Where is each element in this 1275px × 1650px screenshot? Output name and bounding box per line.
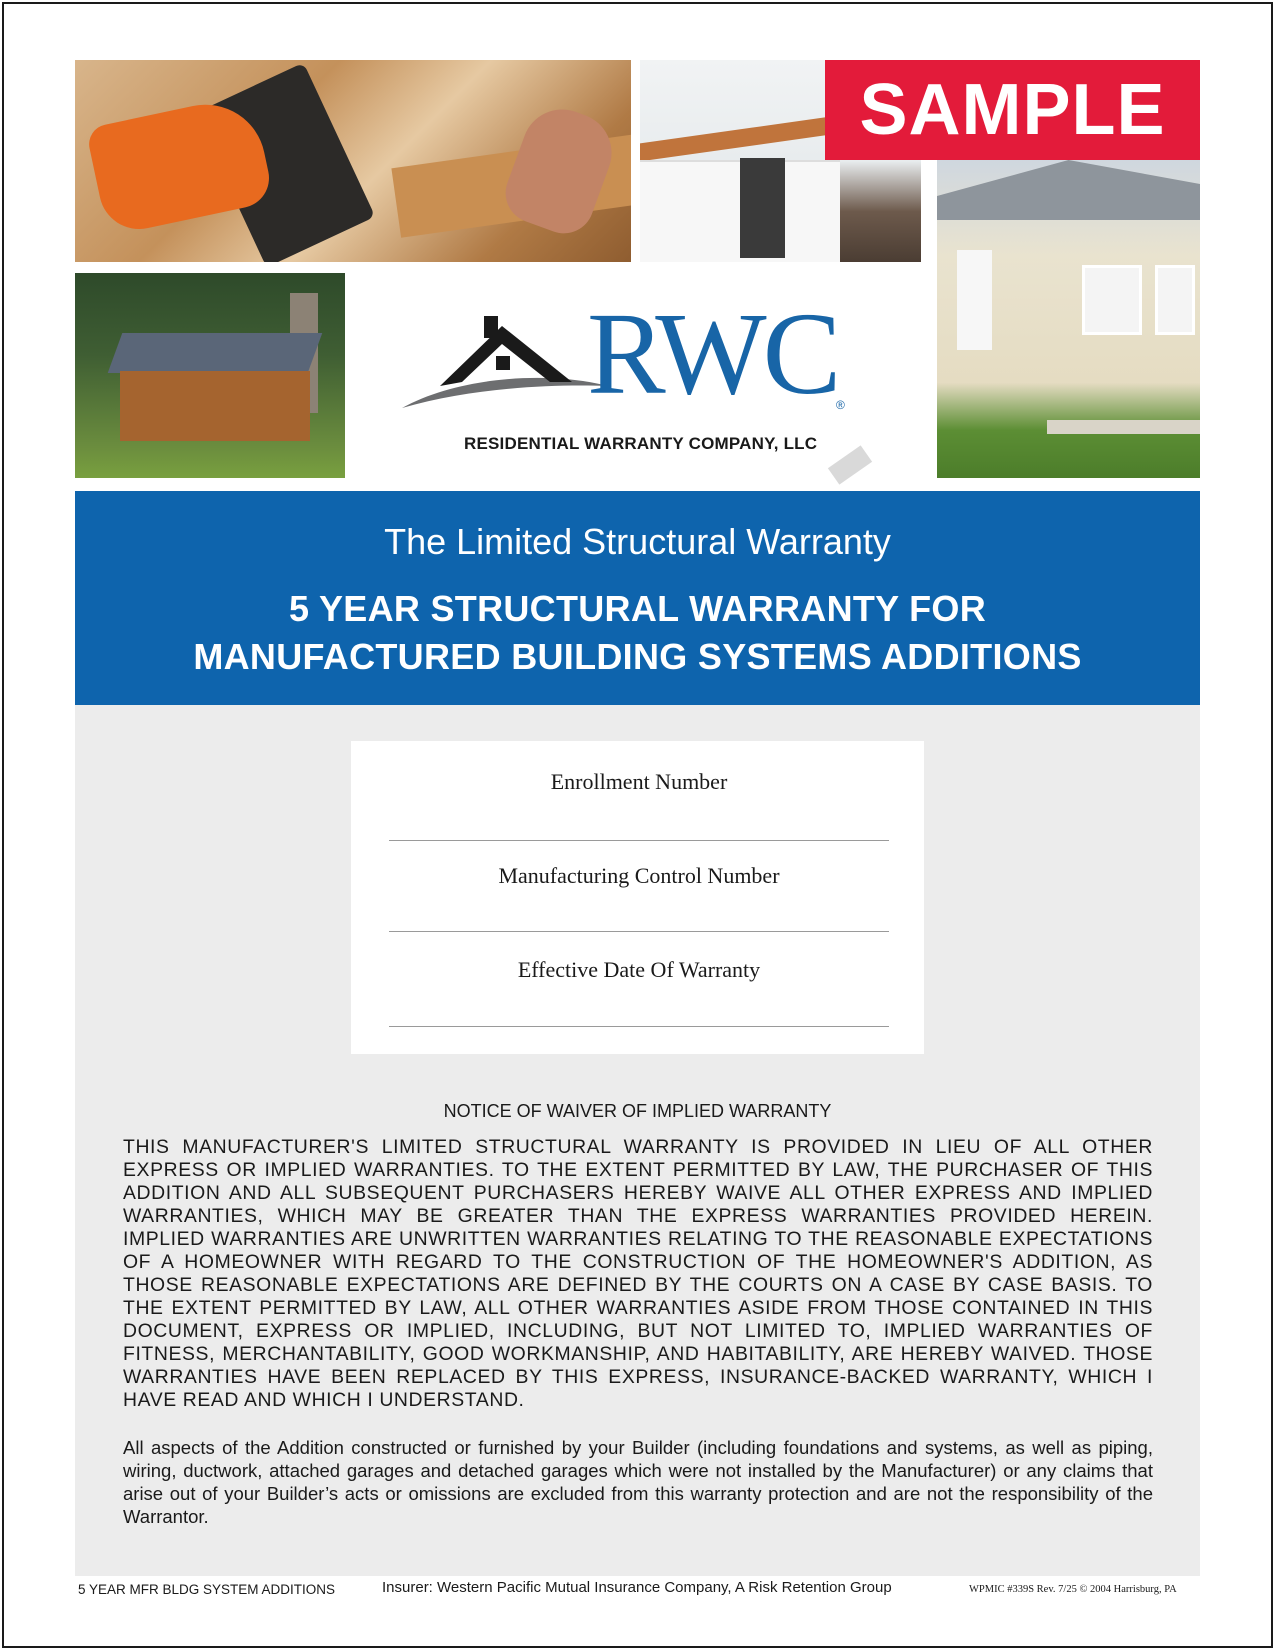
- enrollment-number-field[interactable]: [389, 840, 889, 841]
- document-title: [75, 585, 1200, 681]
- company-name: RESIDENTIAL WARRANTY COMPANY, LLC: [464, 434, 818, 453]
- registered-mark: ®: [836, 398, 845, 412]
- footer-form-number: WPMIC #339S Rev. 7/25 © 2004 Harrisburg, PA: [969, 1584, 1177, 1595]
- document-subtitle: The Limited Structural Warranty: [384, 521, 891, 562]
- logo-wordmark: RWC: [587, 288, 838, 419]
- title-band: [75, 491, 1200, 705]
- enrollment-number-label: Enrollment Number: [550, 769, 728, 794]
- document-title-line-2: MANUFACTURED BUILDING SYSTEMS ADDITIONS: [193, 636, 1082, 677]
- manufacturing-control-number-label: Manufacturing Control Number: [498, 863, 780, 888]
- effective-date-label: Effective Date Of Warranty: [517, 957, 761, 982]
- house-roof-logo-icon: [400, 316, 610, 416]
- suburban-house-photo: [937, 160, 1200, 478]
- framing-construction-photo: [75, 60, 631, 262]
- rwc-logo: [400, 288, 860, 460]
- exclusions-paragraph: All aspects of the Addition constructed or furnished by your Builder (including foundations and systems, as well as piping, wiring, ductwork, attached garages and detached garages which were not installed by the Manufacturer) or any claims that arise out of your Builder’s acts or omissions are excluded from this warranty protection and are not the responsibility of the Warrantor.: [123, 1437, 1153, 1527]
- document-title-line-1: 5 YEAR STRUCTURAL WARRANTY FOR: [288, 588, 987, 629]
- enrollment-form: [351, 741, 924, 1054]
- effective-date-field[interactable]: [389, 1026, 889, 1027]
- footer-form-name: 5 YEAR MFR BLDG SYSTEM ADDITIONS: [78, 1582, 336, 1597]
- manufacturing-control-number-field[interactable]: [389, 931, 889, 932]
- cabin-house-photo: [75, 273, 345, 478]
- sample-banner: SAMPLE: [825, 60, 1200, 160]
- notice-title: NOTICE OF WAIVER OF IMPLIED WARRANTY: [443, 1101, 832, 1121]
- footer-insurer: Insurer: Western Pacific Mutual Insurance Company, A Risk Retention Group: [382, 1579, 892, 1596]
- notice-body: THIS MANUFACTURER'S LIMITED STRUCTURAL WARRANTY IS PROVIDED IN LIEU OF ALL OTHER EXPRESS OR IMPLIED WARRANTIES. TO THE EXTENT PERMITTED BY LAW, THE PURCHASER OF THIS ADDITION AND ALL SUBSEQUENT PURCHASERS HEREBY WAIVE ALL OTHER EXPRESS AND IMPLIED WARRANTIES, WHICH MAY BE GREATER THAN THE EXPRESS WARRANTIES PROVIDED HEREIN. IMPLIED WARRANTIES ARE UNWRITTEN WARRANTIES RELATING TO THE REASONABLE EXPECTATIONS OF A HOMEOWNER WITH REGARD TO THE CONSTRUCTION OF THE HOMEOWNER'S ADDITION, AS THOSE REASONABLE EXPECTATIONS ARE DEFINED BY THE COURTS ON A CASE BY CASE BASIS. TO THE EXTENT PERMITTED BY LAW, ALL OTHER WARRANTIES ASIDE FROM THOSE CONTAINED IN THIS DOCUMENT, EXPRESS OR IMPLIED, INCLUDING, BUT NOT LIMITED TO, IMPLIED WARRANTIES OF FITNESS, MERCHANTABILITY, GOOD WORKMANSHIP, AND HABITABILITY, ARE HEREBY WAIVED. THOSE WARRANTIES HAVE BEEN REPLACED BY THIS EXPRESS, INSURANCE-BACKED WARRANTY, WHICH I HAVE READ AND WHICH I UNDERSTAND.: [123, 1136, 1153, 1411]
